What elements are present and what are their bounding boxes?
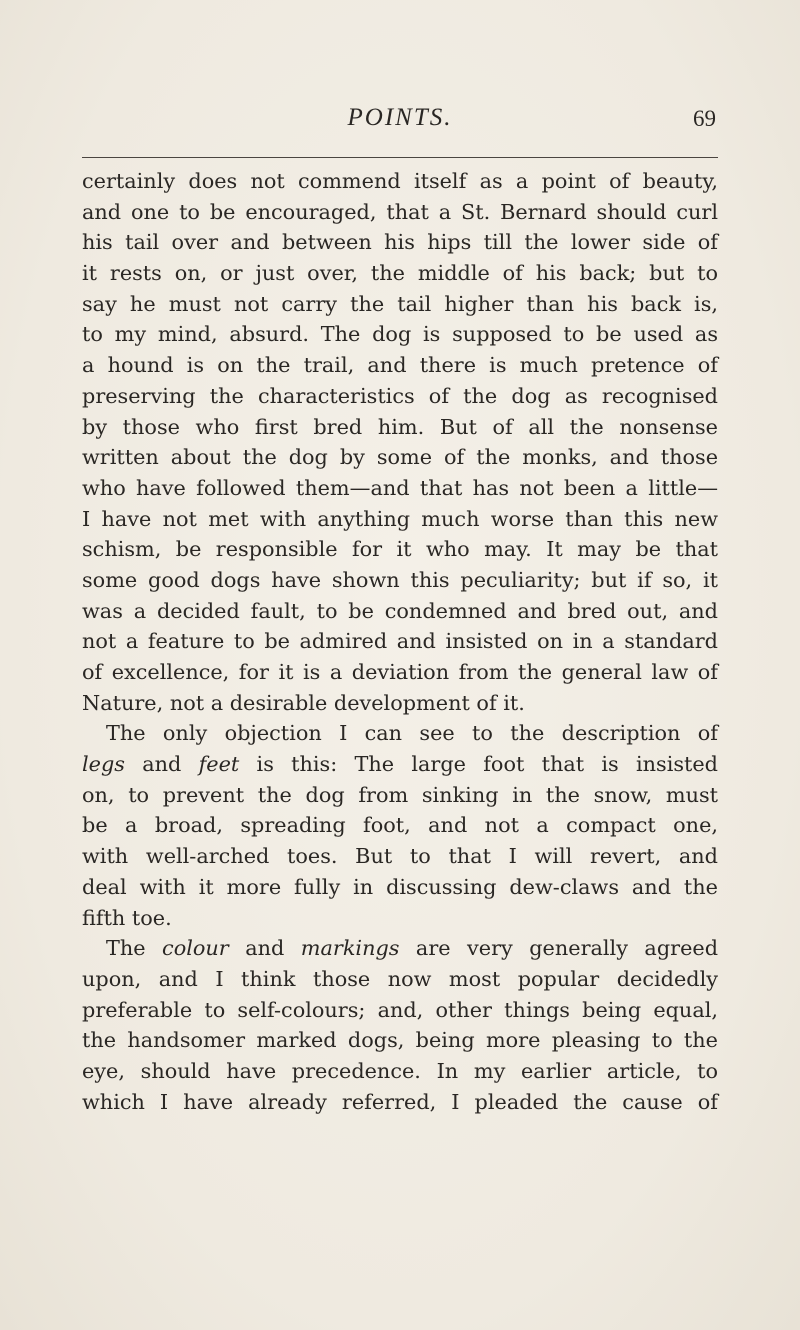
text-line: schism, be responsible for it who may. It may be that <box>82 537 718 562</box>
text-fragment: The <box>106 936 163 961</box>
text-line: deal with it more fully in discussing dew-claws and the <box>82 874 718 899</box>
text-line: it rests on, or just over, the middle of his back; but to <box>82 261 718 286</box>
italic-word-legs: legs <box>82 752 125 777</box>
text-line: not a feature to be admired and insisted on in a standard <box>82 629 718 654</box>
text-line: who have followed them—and that has not been a little— <box>82 475 718 500</box>
header-rule <box>82 157 718 158</box>
body-text <box>82 166 718 1117</box>
text-line: some good dogs have shown this peculiarity; but if so, it <box>82 567 718 592</box>
text-line: I have not met with anything much worse than this new <box>82 506 718 531</box>
text-line: written about the dog by some of the monks, and those <box>82 445 718 470</box>
text-line: eye, should have precedence. In my earlier article, to <box>82 1058 718 1083</box>
italic-word-markings: markings <box>300 936 400 961</box>
text-line-italic-mix <box>82 933 718 964</box>
text-line: fifth toe. <box>82 905 172 930</box>
text-fragment: and <box>124 752 199 777</box>
text-fragment: is this: The large foot that is insisted <box>239 752 718 777</box>
page-number: 69 <box>693 106 716 131</box>
text-line: Nature, not a desirable development of it. <box>82 690 525 715</box>
italic-word-colour: colour <box>162 936 229 961</box>
italic-word-feet: feet <box>198 752 240 777</box>
text-fragment: and <box>228 936 301 961</box>
text-line-italic-mix <box>82 749 718 780</box>
text-line: be a broad, spreading foot, and not a compact one, <box>82 813 718 838</box>
text-line: The only objection I can see to the description of <box>106 721 718 746</box>
running-title: POINTS. <box>347 104 453 131</box>
text-line: with well-arched toes. But to that I will revert, and <box>82 844 718 869</box>
text-line: certainly does not commend itself as a point of beauty, <box>82 169 718 193</box>
text-line: preserving the characteristics of the dog as recognised <box>82 383 718 408</box>
page-header <box>82 104 718 144</box>
text-line: say he must not carry the tail higher than his back is, <box>82 291 718 316</box>
text-line: upon, and I think those now most popular decidedly <box>82 966 718 991</box>
text-line: to my mind, absurd. The dog is supposed to be used as <box>82 322 718 347</box>
text-line: and one to be encouraged, that a St. Bernard should curl <box>82 199 718 224</box>
text-line: was a decided fault, to be condemned and bred out, and <box>82 598 718 623</box>
text-line: a hound is on the trail, and there is much pretence of <box>82 353 718 378</box>
text-line: of excellence, for it is a deviation from the general law of <box>82 660 718 684</box>
text-line: on, to prevent the dog from sinking in the snow, must <box>82 782 718 807</box>
text-fragment: are very generally agreed <box>399 936 719 961</box>
text-line: his tail over and between his hips till the lower side of <box>82 230 718 255</box>
text-line: the handsomer marked dogs, being more pleasing to the <box>82 1028 718 1053</box>
text-line: preferable to self-colours; and, other things being equal, <box>82 997 718 1022</box>
text-line: by those who first bred him. But of all the nonsense <box>82 414 718 439</box>
text-line: which I have already referred, I pleaded the cause of <box>82 1089 718 1114</box>
